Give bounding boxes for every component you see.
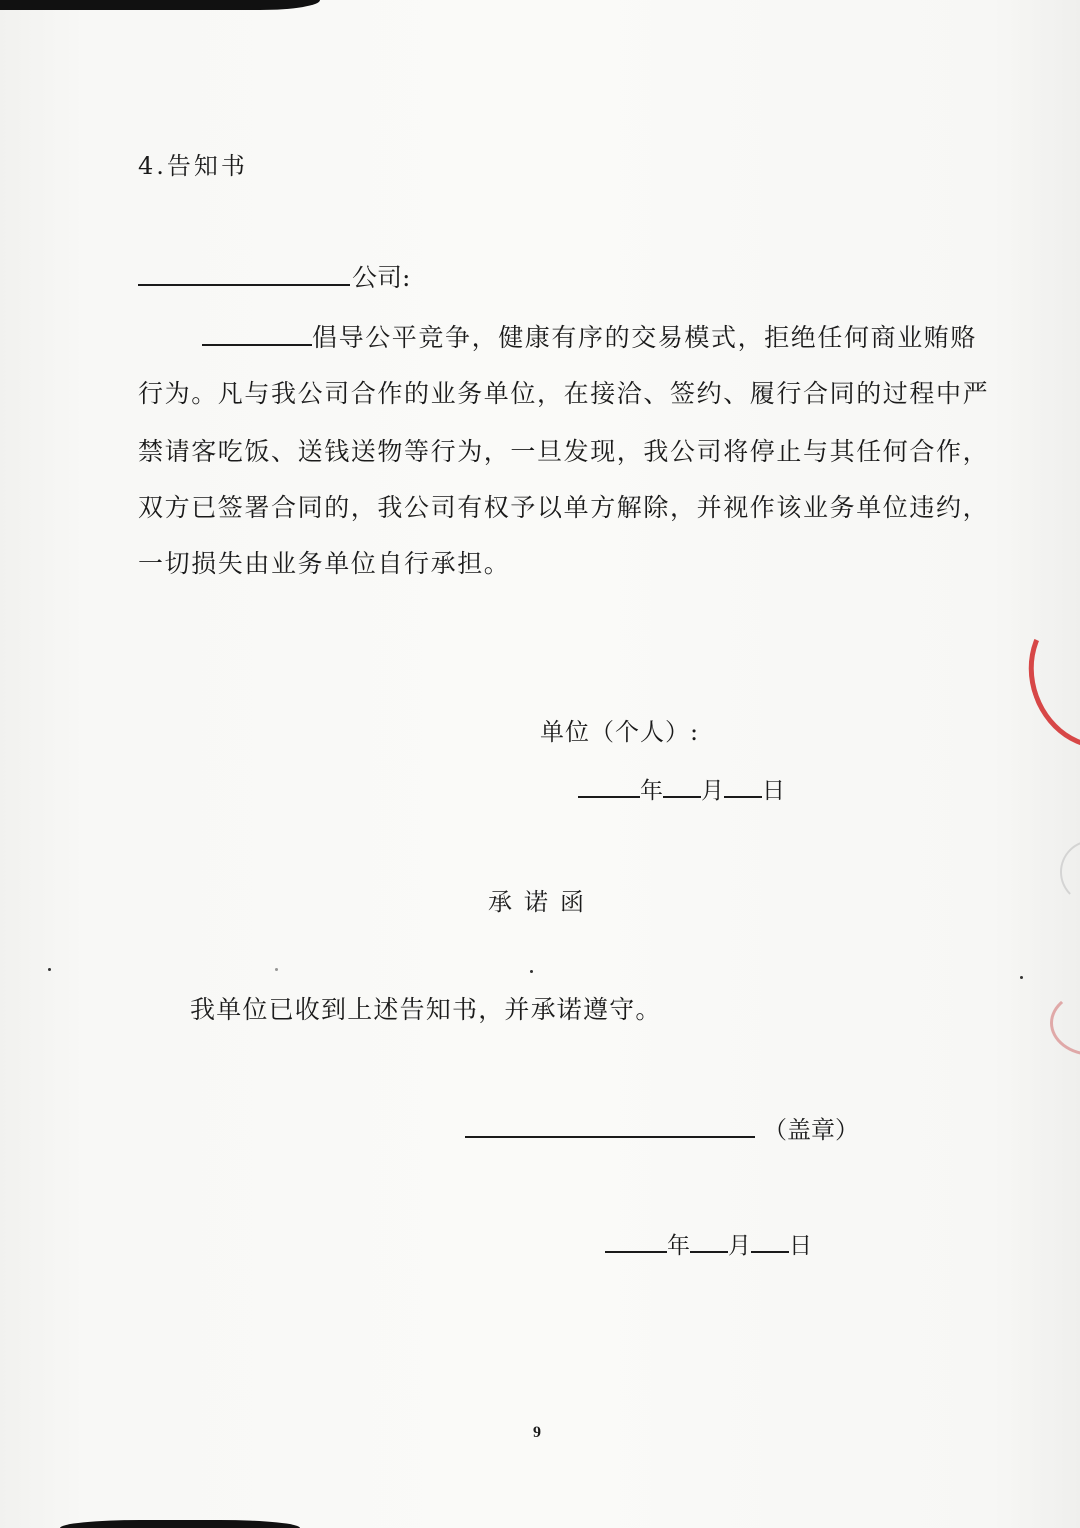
page-number: 9 — [533, 1424, 541, 1441]
company-blank-inline[interactable] — [202, 322, 312, 347]
seal-line — [465, 1110, 859, 1145]
commitment-date-line — [605, 1227, 812, 1260]
year-label: 年 — [640, 778, 663, 804]
year-label-2: 年 — [667, 1233, 690, 1259]
scan-speck — [530, 970, 533, 973]
day-blank[interactable] — [724, 775, 762, 798]
month-label: 月 — [701, 778, 724, 804]
salutation-suffix: 公司: — [352, 263, 411, 292]
notice-line-3: 禁请客吃饭、送钱送物等行为，一旦发现，我公司将停止与其任何合作， — [138, 437, 990, 466]
day-label-2: 日 — [789, 1233, 812, 1259]
month-label-2: 月 — [728, 1233, 751, 1259]
seal-signature-blank[interactable] — [465, 1114, 755, 1138]
scan-shadow-top — [0, 0, 320, 10]
commitment-text: 我单位已收到上述告知书，并承诺遵守。 — [190, 995, 662, 1024]
notice-line-4: 双方已签署合同的，我公司有权予以单方解除，并视作该业务单位违约， — [138, 493, 990, 522]
notice-date-line — [578, 772, 785, 805]
scan-speck — [1020, 976, 1023, 979]
salutation-line — [138, 258, 410, 294]
red-seal-fragment — [1008, 582, 1080, 767]
gray-seal-fragment — [1060, 840, 1080, 904]
scan-shadow-bottom — [60, 1520, 300, 1528]
scan-speck — [48, 968, 51, 971]
year-blank-2[interactable] — [605, 1230, 667, 1253]
day-label: 日 — [762, 778, 785, 804]
notice-line-1-text: 倡导公平竞争，健康有序的交易模式，拒绝任何商业贿赂 — [312, 323, 978, 352]
unit-signature-label: 单位（个人）: — [540, 718, 700, 746]
month-blank[interactable] — [663, 775, 701, 798]
year-blank[interactable] — [578, 775, 640, 798]
month-blank-2[interactable] — [690, 1230, 728, 1253]
scan-speck — [275, 968, 278, 971]
seal-label: （盖章） — [763, 1116, 859, 1144]
day-blank-2[interactable] — [751, 1230, 789, 1253]
red-seal-fragment-faint — [1050, 990, 1080, 1056]
section-heading: 4.告知书 — [138, 152, 248, 180]
notice-line-2: 行为。凡与我公司合作的业务单位，在接洽、签约、履行合同的过程中严 — [138, 379, 990, 408]
notice-line-5: 一切损失由业务单位自行承担。 — [138, 549, 511, 578]
commitment-title: 承诺函 — [488, 888, 596, 916]
company-name-blank[interactable] — [138, 262, 350, 287]
notice-line-1 — [202, 318, 977, 354]
